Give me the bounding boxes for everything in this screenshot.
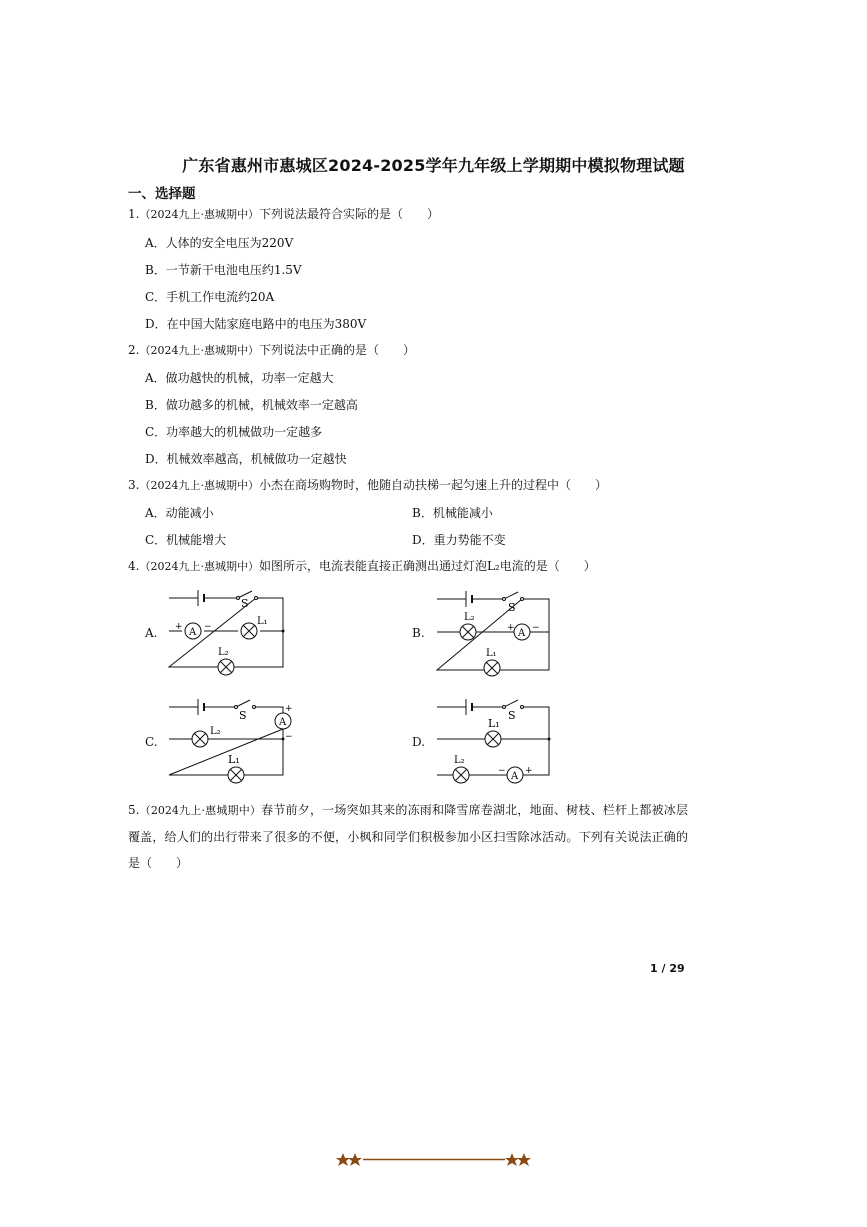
- ammeter-minus: −: [498, 766, 506, 776]
- lamp-l1-label: L₁: [228, 753, 240, 766]
- option-b: B．机械能减小: [412, 506, 493, 520]
- switch-icon: [503, 700, 524, 709]
- lamp-l1-icon: [228, 767, 244, 783]
- lamp-l1-icon: [485, 731, 501, 747]
- option-d: D．机械效率越高，机械做功一定越快: [145, 452, 347, 466]
- lamp-l1-label: L₁: [257, 616, 268, 627]
- question-stem: 下列说法最符合实际的是（ ）: [258, 207, 439, 221]
- ammeter-plus: +: [175, 622, 183, 632]
- option-a: A．动能减小: [145, 506, 214, 520]
- question-stem: 小杰在商场购物时，他随自动扶梯一起匀速上升的过程中（ ）: [258, 478, 607, 492]
- circuit-diagram-a: [160, 585, 295, 675]
- battery-icon: [198, 699, 204, 715]
- question-tag: （2024九上·惠城期中）: [139, 804, 262, 817]
- page-title: 广东省惠州市惠城区2024-2025学年九年级上学期期中模拟物理试题: [182, 156, 685, 175]
- ammeter-label: A: [518, 628, 526, 639]
- footer-ornament: [336, 1151, 536, 1167]
- lamp-l2-label: L₂: [464, 612, 475, 623]
- lamp-l1-label: L₁: [486, 648, 497, 659]
- ammeter-label: A: [189, 627, 197, 638]
- lamp-l2-icon: [453, 767, 469, 783]
- lamp-l2-label: L₂: [218, 647, 229, 658]
- question-3: [128, 477, 607, 494]
- question-tag: （2024九上·惠城期中）: [139, 560, 259, 573]
- question-4: [128, 558, 596, 575]
- ammeter-plus: +: [285, 704, 293, 714]
- option-d: D．在中国大陆家庭电路中的电压为380V: [145, 317, 367, 331]
- question-tag: （2024九上·惠城期中）: [139, 344, 259, 357]
- switch-label: S: [239, 709, 247, 722]
- option-c-label: C.: [145, 735, 158, 749]
- question-5: [128, 797, 688, 876]
- switch-label: S: [241, 597, 249, 610]
- switch-icon: [503, 592, 524, 601]
- option-d-label: D.: [412, 735, 426, 749]
- question-stem: 下列说法中正确的是（ ）: [258, 343, 415, 357]
- lamp-l2-icon: [192, 731, 208, 747]
- question-number: 3.: [128, 478, 140, 492]
- ammeter-label: A: [279, 717, 287, 728]
- page-number: 1 / 29: [650, 962, 685, 975]
- question-1: [128, 206, 439, 223]
- switch-icon: [235, 700, 256, 709]
- question-2: [128, 342, 415, 359]
- option-b-label: B.: [412, 626, 425, 640]
- battery-icon: [466, 699, 472, 715]
- circuit-diagram-d: [428, 697, 563, 787]
- question-tag: （2024九上·惠城期中）: [139, 208, 259, 221]
- ammeter-plus: +: [525, 766, 533, 776]
- question-stem: 春节前夕，一场突如其来的冻雨和降雪席卷湖北，地面、树枝、栏杆上都被冰层覆盖，给人们的出行带来了很多的不便，小枫和同学们积极参加小区扫雪除冰活动。下列有关说法正确的是（ ）: [128, 803, 688, 870]
- ammeter-minus: −: [532, 623, 540, 633]
- lamp-l2-icon: [218, 659, 234, 675]
- switch-label: S: [508, 601, 516, 614]
- option-b: B．做功越多的机械，机械效率一定越高: [145, 398, 358, 412]
- ammeter-plus: +: [507, 623, 515, 633]
- question-tag: （2024九上·惠城期中）: [139, 479, 259, 492]
- option-c: C．手机工作电流约20A: [145, 290, 275, 304]
- ammeter-label: A: [511, 771, 519, 782]
- switch-label: S: [508, 709, 516, 722]
- question-number: 5.: [128, 803, 140, 817]
- lamp-l1-icon: [241, 623, 257, 639]
- circuit-diagram-c: [160, 697, 300, 787]
- battery-icon: [466, 591, 472, 607]
- question-number: 2.: [128, 343, 140, 357]
- option-c: C．功率越大的机械做功一定越多: [145, 425, 323, 439]
- option-a: A．做功越快的机械，功率一定越大: [145, 371, 334, 385]
- battery-icon: [198, 590, 204, 606]
- option-a: A．人体的安全电压为220V: [145, 236, 294, 250]
- option-c: C．机械能增大: [145, 533, 227, 547]
- lamp-l1-icon: [484, 660, 500, 676]
- option-d: D．重力势能不变: [412, 533, 506, 547]
- question-stem: 如图所示，电流表能直接正确测出通过灯泡L₂电流的是（ ）: [258, 559, 596, 573]
- option-b: B．一节新干电池电压约1.5V: [145, 263, 302, 277]
- lamp-l2-icon: [460, 624, 476, 640]
- section-heading: 一、选择题: [128, 186, 196, 202]
- lamp-l2-label: L₂: [454, 755, 465, 766]
- ammeter-minus: −: [204, 622, 212, 632]
- circuit-diagram-b: [428, 590, 563, 678]
- option-a-label: A.: [145, 626, 158, 640]
- lamp-l2-label: L₂: [210, 726, 221, 737]
- ammeter-minus: −: [285, 732, 293, 742]
- question-number: 1.: [128, 207, 140, 221]
- lamp-l1-label: L₁: [488, 717, 500, 730]
- question-number: 4.: [128, 559, 140, 573]
